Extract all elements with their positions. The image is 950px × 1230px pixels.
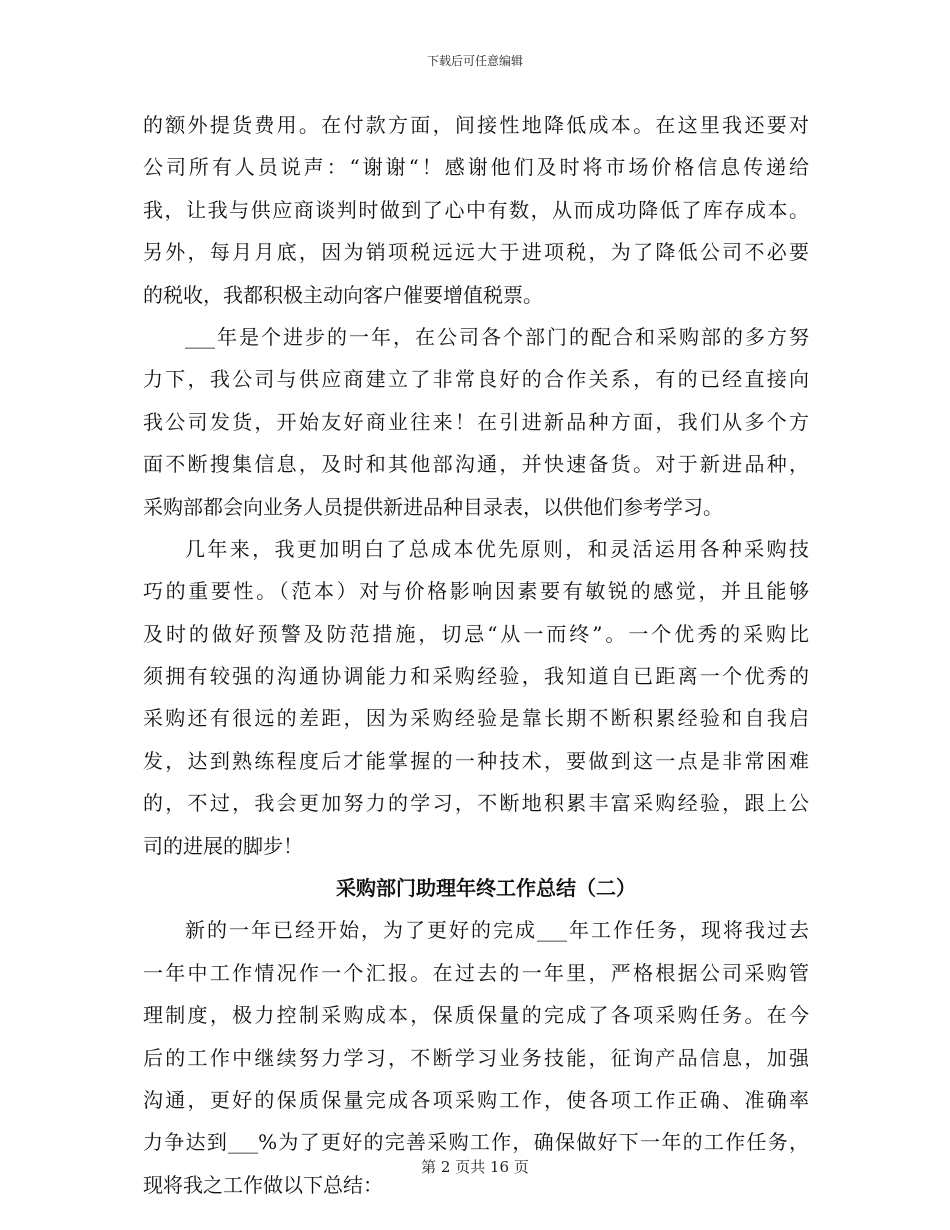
body-line: 采购还有很远的差距，因为采购经验是靠长期不断积累经验和自我启 bbox=[143, 706, 809, 731]
body-line: 力下，我公司与供应商建立了非常良好的合作关系，有的已经直接向 bbox=[143, 367, 809, 392]
body-line: 后的工作中继续努力学习，不断学习业务技能，征询产品信息，加强 bbox=[143, 1045, 809, 1070]
body-line: 采购部都会向业务人员提供新进品种目录表，以供他们参考学习。 bbox=[143, 494, 723, 519]
body-line: 一年中工作情况作一个汇报。在过去的一年里，严格根据公司采购管 bbox=[143, 960, 809, 985]
page-footer: 第 2 页共 16 页 bbox=[421, 1158, 529, 1176]
body-line: 及时的做好预警及防范措施，切忌“从一而终”。一个优秀的采购比 bbox=[143, 621, 809, 646]
body-line: 的，不过，我会更加努力的学习，不断地积累丰富采购经验，跟上公 bbox=[143, 791, 809, 816]
body-line: 公司所有人员说声：“谢谢“！感谢他们及时将市场价格信息传递给 bbox=[143, 155, 809, 180]
body-line: 我，让我与供应商谈判时做到了心中有数，从而成功降低了库存成本。 bbox=[143, 197, 809, 222]
paragraph-start-line: ___年是个进步的一年，在公司各个部门的配合和采购部的多方努 bbox=[185, 324, 809, 349]
section-title: 采购部门助理年终工作总结（二） bbox=[336, 876, 636, 901]
body-line: 发，达到熟练程度后才能掌握的一种技术，要做到这一点是非常困难 bbox=[143, 748, 809, 773]
body-line: 另外，每月月底，因为销项税远远大于进项税，为了降低公司不必要 bbox=[143, 240, 809, 265]
body-line: 的税收，我都积极主动向客户催要增值税票。 bbox=[143, 282, 543, 307]
body-line: 沟通，更好的保质保量完成各项采购工作，使各项工作正确、准确率 bbox=[143, 1087, 809, 1112]
body-line: 我公司发货，开始友好商业往来！在引进新品种方面，我们从多个方 bbox=[143, 409, 809, 434]
paragraph-start-line: 几年来，我更加明白了总成本优先原则，和灵活运用各种采购技 bbox=[185, 536, 809, 561]
page-header: 下载后可任意编辑 bbox=[426, 54, 523, 68]
body-line: 现将我之工作做以下总结： bbox=[143, 1172, 383, 1197]
body-line: 的额外提货费用。在付款方面，间接性地降低成本。在这里我还要对 bbox=[143, 113, 809, 137]
document-body bbox=[143, 104, 809, 1206]
paragraph-start-line: 新的一年已经开始，为了更好的完成___年工作任务，现将我过去 bbox=[185, 918, 809, 943]
body-line: 力争达到___%为了更好的完善采购工作，确保做好下一年的工作任务， bbox=[143, 1130, 809, 1155]
body-line: 须拥有较强的沟通协调能力和采购经验，我知道自已距离一个优秀的 bbox=[143, 664, 809, 689]
body-line: 司的进展的脚步！ bbox=[143, 833, 303, 858]
body-line: 理制度，极力控制采购成本，保质保量的完成了各项采购任务。在今 bbox=[143, 1003, 809, 1028]
body-line: 面不断搜集信息，及时和其他部沟通，并快速备货。对于新进品种， bbox=[143, 452, 809, 477]
body-line: 巧的重要性。（范本）对与价格影响因素要有敏锐的感觉，并且能够 bbox=[143, 579, 809, 604]
